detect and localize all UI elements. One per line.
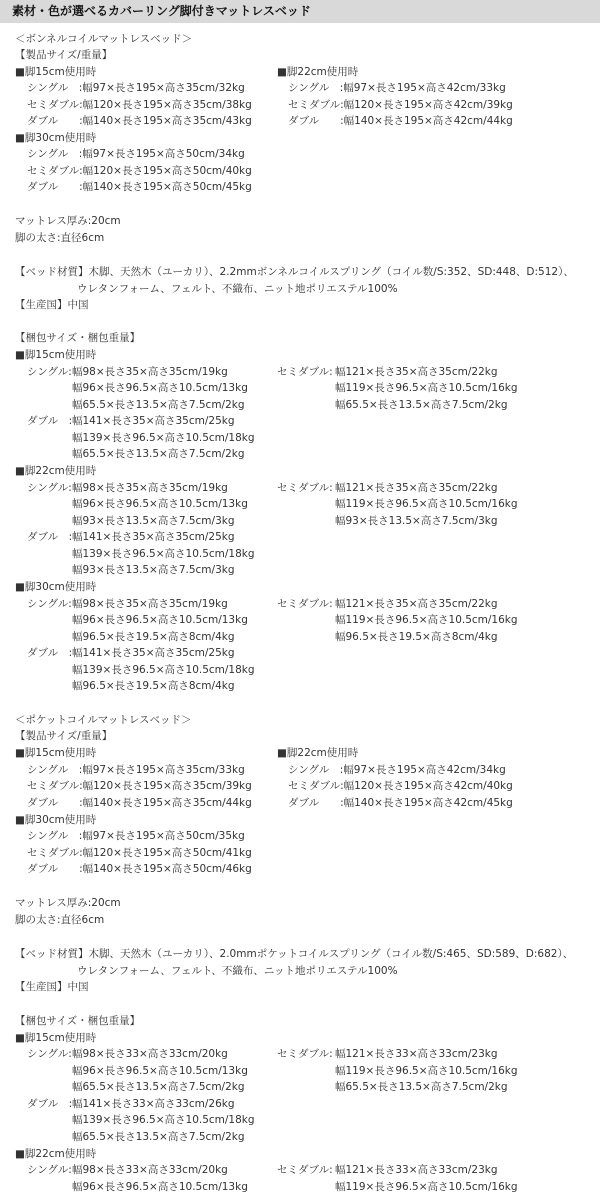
bonnell-leg22-semidouble: セミダブル:幅120×長さ195×高さ42cm/39kg: [288, 99, 513, 111]
pocket-leg30-double: ダブル :幅140×長さ195×高さ50cm/46kg: [27, 863, 252, 875]
bonnell-pack-leg22-single-1: 幅98×長さ35×高さ35cm/19kg: [72, 482, 228, 494]
pocket-material-line2: ウレタンフォーム、フェルト、不織布、ニット地ポリエステル100%: [77, 965, 398, 977]
pocket-leg15-single: シングル :幅97×長さ195×高さ35cm/33kg: [27, 764, 245, 776]
pocket-pack-heading: 【梱包サイズ・梱包重量】: [15, 1015, 141, 1027]
bonnell-pack-leg30-semidouble-3: 幅96.5×長さ19.5×高さ8cm/4kg: [335, 631, 498, 643]
bonnell-pack-leg22-single-3: 幅93×長さ13.5×高さ7.5cm/3kg: [72, 515, 235, 527]
bonnell-leg30-title: ■脚30cm使用時: [15, 132, 97, 144]
bonnell-spec-heading: 【製品サイズ/重量】: [15, 49, 113, 61]
pocket-leg22-single: シングル :幅97×長さ195×高さ42cm/34kg: [288, 764, 506, 776]
bonnell-pack-leg30-double-3: 幅96.5×長さ19.5×高さ8cm/4kg: [72, 680, 235, 692]
pocket-pack-leg15-semidouble-2: 幅119×長さ96.5×高さ10.5cm/16kg: [335, 1065, 518, 1077]
bonnell-pack-leg22-semidouble-1: 幅121×長さ35×高さ35cm/22kg: [335, 482, 498, 494]
bonnell-material-line1: 【ベッド材質】木脚、天然木（ユーカリ）、2.2mmボンネルコイルスプリング（コイル数/S:352、SD:448、D:512）、: [15, 266, 574, 278]
bonnell-pack-leg15-semidouble-3: 幅65.5×長さ13.5×高さ7.5cm/2kg: [335, 399, 508, 411]
bonnell-pack-leg30-semidouble-2: 幅119×長さ96.5×高さ10.5cm/16kg: [335, 614, 518, 626]
bonnell-leg22-single: シングル :幅97×長さ195×高さ42cm/33kg: [288, 82, 506, 94]
bonnell-pack-heading: 【梱包サイズ・梱包重量】: [15, 332, 141, 344]
pocket-pack-leg15-semidouble-3: 幅65.5×長さ13.5×高さ7.5cm/2kg: [335, 1081, 508, 1093]
bonnell-leg15-semidouble: セミダブル:幅120×長さ195×高さ35cm/38kg: [27, 99, 252, 111]
spec-content: [0, 28, 600, 1200]
bonnell-leg30-double: ダブル :幅140×長さ195×高さ50cm/45kg: [27, 181, 252, 193]
pocket-pack-leg15-single-1: 幅98×長さ33×高さ33cm/20kg: [72, 1048, 228, 1060]
pocket-leg15-semidouble: セミダブル:幅120×長さ195×高さ35cm/39kg: [27, 780, 252, 792]
pocket-pack-leg15-single-3: 幅65.5×長さ13.5×高さ7.5cm/2kg: [72, 1081, 245, 1093]
pocket-leg15-double: ダブル :幅140×長さ195×高さ35cm/44kg: [27, 797, 252, 809]
bonnell-pack-leg22-semidouble-2: 幅119×長さ96.5×高さ10.5cm/16kg: [335, 498, 518, 510]
bonnell-pack-leg30-double-1: 幅141×長さ35×高さ35cm/25kg: [72, 647, 235, 659]
pocket-leg30-single: シングル :幅97×長さ195×高さ50cm/35kg: [27, 830, 245, 842]
pocket-pack-leg15-double-1: 幅141×長さ33×高さ33cm/26kg: [72, 1098, 235, 1110]
pocket-pack-leg22-semidouble-2: 幅119×長さ96.5×高さ10.5cm/16kg: [335, 1181, 518, 1193]
pocket-thickness: マットレス厚み:20cm: [15, 897, 121, 909]
pocket-pack-leg22-semidouble-label: セミダブル:: [277, 1164, 333, 1176]
pocket-origin: 【生産国】中国: [15, 981, 89, 993]
bonnell-leg15-title: ■脚15cm使用時: [15, 66, 97, 78]
bonnell-pack-leg22-title: ■脚22cm使用時: [15, 465, 97, 477]
bonnell-pack-leg22-semidouble-3: 幅93×長さ13.5×高さ7.5cm/3kg: [335, 515, 498, 527]
bonnell-pack-leg22-double-1: 幅141×長さ35×高さ35cm/25kg: [72, 531, 235, 543]
pocket-pack-leg15-semidouble-label: セミダブル:: [277, 1048, 333, 1060]
pocket-pack-leg15-semidouble-1: 幅121×長さ33×高さ33cm/23kg: [335, 1048, 498, 1060]
bonnell-pack-leg22-single-2: 幅96×長さ96.5×高さ10.5cm/13kg: [72, 498, 248, 510]
page-title: 素材・色が選べるカバーリング脚付きマットレスベッド: [0, 0, 600, 23]
pocket-material-line1: 【ベッド材質】木脚、天然木（ユーカリ）、2.0mmポケットコイルスプリング（コイル数/S:465、SD:589、D:682）、: [15, 948, 574, 960]
bonnell-pack-leg15-double-label: ダブル :: [27, 415, 73, 427]
bonnell-leg30-semidouble: セミダブル:幅120×長さ195×高さ50cm/40kg: [27, 165, 252, 177]
bonnell-pack-leg22-semidouble-label: セミダブル:: [277, 482, 333, 494]
bonnell-material-line2: ウレタンフォーム、フェルト、不織布、ニット地ポリエステル100%: [77, 283, 398, 295]
pocket-spec-heading: 【製品サイズ/重量】: [15, 730, 113, 742]
pocket-pack-leg22-single-2: 幅96×長さ96.5×高さ10.5cm/13kg: [72, 1181, 248, 1193]
bonnell-pack-leg15-semidouble-2: 幅119×長さ96.5×高さ10.5cm/16kg: [335, 382, 518, 394]
bonnell-pack-leg15-semidouble-1: 幅121×長さ35×高さ35cm/22kg: [335, 366, 498, 378]
bonnell-pack-leg15-single-3: 幅65.5×長さ13.5×高さ7.5cm/2kg: [72, 399, 245, 411]
pocket-leg30-semidouble: セミダブル:幅120×長さ195×高さ50cm/41kg: [27, 847, 252, 859]
pocket-pack-leg22-single-label: シングル:: [27, 1164, 72, 1176]
bonnell-pack-leg22-single-label: シングル:: [27, 482, 72, 494]
pocket-heading: ＜ポケットコイルマットレスベッド＞: [15, 714, 192, 726]
pocket-leg22-semidouble: セミダブル:幅120×長さ195×高さ42cm/40kg: [288, 780, 513, 792]
pocket-pack-leg15-double-label: ダブル :: [27, 1098, 73, 1110]
pocket-pack-leg15-single-label: シングル:: [27, 1048, 72, 1060]
bonnell-pack-leg15-single-2: 幅96×長さ96.5×高さ10.5cm/13kg: [72, 382, 248, 394]
pocket-leg15-title: ■脚15cm使用時: [15, 747, 97, 759]
bonnell-thickness: マットレス厚み:20cm: [15, 215, 121, 227]
bonnell-pack-leg30-semidouble-label: セミダブル:: [277, 598, 333, 610]
bonnell-pack-leg15-double-2: 幅139×長さ96.5×高さ10.5cm/18kg: [72, 432, 255, 444]
bonnell-pack-leg22-double-2: 幅139×長さ96.5×高さ10.5cm/18kg: [72, 548, 255, 560]
bonnell-leg15-double: ダブル :幅140×長さ195×高さ35cm/43kg: [27, 115, 252, 127]
bonnell-leg22-double: ダブル :幅140×長さ195×高さ42cm/44kg: [288, 115, 513, 127]
bonnell-pack-leg30-single-label: シングル:: [27, 598, 72, 610]
bonnell-pack-leg15-double-3: 幅65.5×長さ13.5×高さ7.5cm/2kg: [72, 448, 245, 460]
pocket-pack-leg15-double-2: 幅139×長さ96.5×高さ10.5cm/18kg: [72, 1114, 255, 1126]
bonnell-leg30-single: シングル :幅97×長さ195×高さ50cm/34kg: [27, 148, 245, 160]
pocket-pack-leg15-single-2: 幅96×長さ96.5×高さ10.5cm/13kg: [72, 1065, 248, 1077]
pocket-pack-leg22-title: ■脚22cm使用時: [15, 1148, 97, 1160]
bonnell-origin: 【生産国】中国: [15, 299, 89, 311]
pocket-pack-leg15-double-3: 幅65.5×長さ13.5×高さ7.5cm/2kg: [72, 1131, 245, 1143]
bonnell-pack-leg15-semidouble-label: セミダブル:: [277, 366, 333, 378]
bonnell-pack-leg30-single-3: 幅96.5×長さ19.5×高さ8cm/4kg: [72, 631, 235, 643]
pocket-pack-leg22-single-1: 幅98×長さ33×高さ33cm/20kg: [72, 1164, 228, 1176]
bonnell-leg22-title: ■脚22cm使用時: [277, 66, 359, 78]
bonnell-pack-leg30-semidouble-1: 幅121×長さ35×高さ35cm/22kg: [335, 598, 498, 610]
pocket-leg22-double: ダブル :幅140×長さ195×高さ42cm/45kg: [288, 797, 513, 809]
bonnell-heading: ＜ボンネルコイルマットレスベッド＞: [15, 33, 193, 45]
bonnell-pack-leg22-double-label: ダブル :: [27, 531, 73, 543]
pocket-leg22-title: ■脚22cm使用時: [277, 747, 359, 759]
pocket-leg-diameter: 脚の太さ:直径6cm: [15, 914, 105, 926]
bonnell-pack-leg30-single-2: 幅96×長さ96.5×高さ10.5cm/13kg: [72, 614, 248, 626]
bonnell-pack-leg30-double-label: ダブル :: [27, 647, 73, 659]
pocket-pack-leg15-title: ■脚15cm使用時: [15, 1032, 97, 1044]
bonnell-pack-leg15-single-label: シングル:: [27, 366, 72, 378]
pocket-leg30-title: ■脚30cm使用時: [15, 814, 97, 826]
bonnell-leg-diameter: 脚の太さ:直径6cm: [15, 232, 105, 244]
bonnell-pack-leg15-double-1: 幅141×長さ35×高さ35cm/25kg: [72, 415, 235, 427]
bonnell-pack-leg30-double-2: 幅139×長さ96.5×高さ10.5cm/18kg: [72, 664, 255, 676]
bonnell-pack-leg22-double-3: 幅93×長さ13.5×高さ7.5cm/3kg: [72, 564, 235, 576]
pocket-pack-leg22-semidouble-1: 幅121×長さ33×高さ33cm/23kg: [335, 1164, 498, 1176]
bonnell-pack-leg15-title: ■脚15cm使用時: [15, 349, 97, 361]
bonnell-pack-leg15-single-1: 幅98×長さ35×高さ35cm/19kg: [72, 366, 228, 378]
bonnell-pack-leg30-title: ■脚30cm使用時: [15, 581, 97, 593]
bonnell-pack-leg30-single-1: 幅98×長さ35×高さ35cm/19kg: [72, 598, 228, 610]
bonnell-leg15-single: シングル :幅97×長さ195×高さ35cm/32kg: [27, 82, 245, 94]
